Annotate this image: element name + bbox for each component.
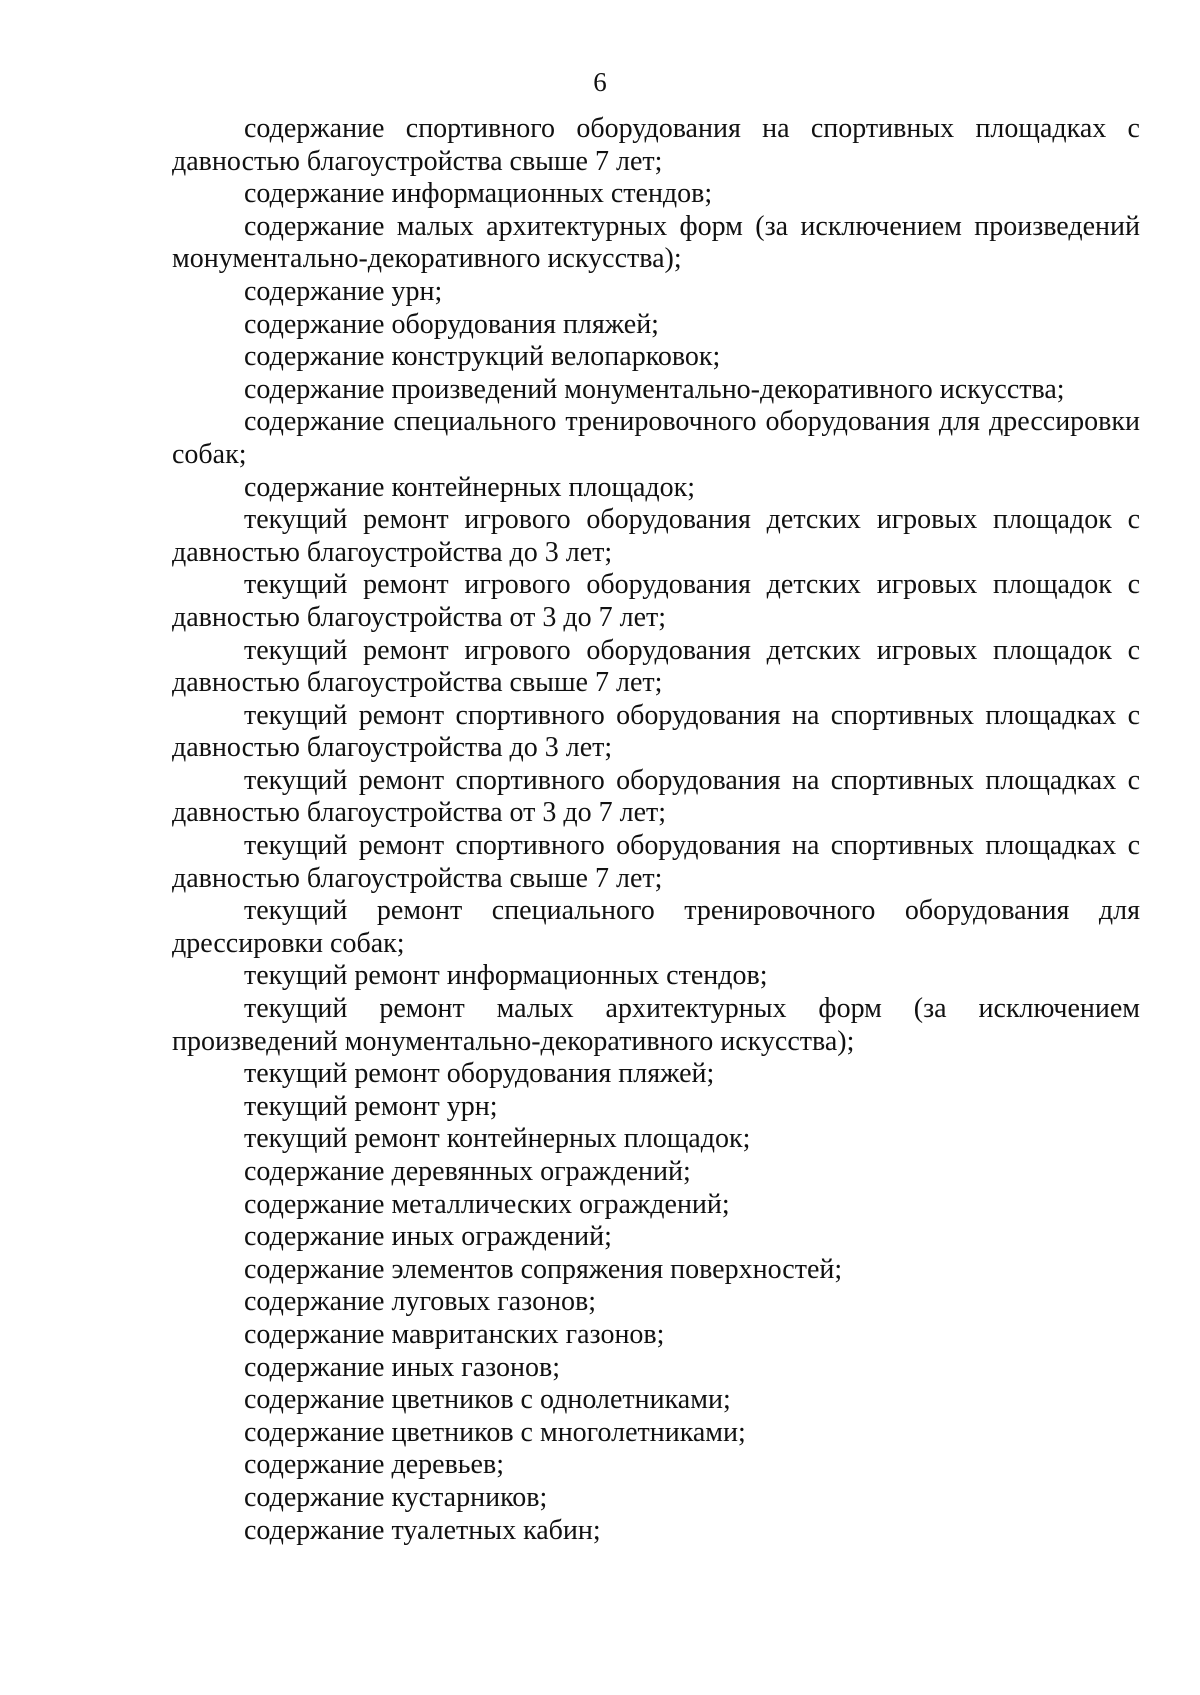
list-item: содержание элементов сопряжения поверхностей; (244, 1253, 843, 1285)
list-item: содержание цветников с многолетниками; (244, 1416, 746, 1448)
list-item: текущий ремонт игрового оборудования детских игровых площадок с давностью благоустройства свыше 7 лет; (172, 634, 1140, 699)
list-item: текущий ремонт спортивного оборудования на спортивных площадках с давностью благоустройства от 3 до 7 лет; (172, 764, 1140, 829)
list-item: содержание иных газонов; (244, 1351, 561, 1383)
list-item: текущий ремонт специального тренировочного оборудования для дрессировки собак; (172, 895, 1140, 959)
list-item: содержание произведений монументально-декоративного искусства; (244, 373, 1065, 405)
list-item: содержание урн; (244, 275, 443, 307)
list-item: содержание оборудования пляжей; (244, 308, 659, 340)
list-item: текущий ремонт информационных стендов; (244, 960, 768, 992)
list-item: содержание иных ограждений; (244, 1221, 612, 1253)
list-item: текущий ремонт спортивного оборудования на спортивных площадках с давностью благоустройства свыше 7 лет; (172, 830, 1140, 894)
list-item: содержание малых архитектурных форм (за исключением произведений монументально-декоративного искусства); (172, 210, 1140, 275)
list-item: содержание цветников с однолетниками; (244, 1384, 731, 1416)
list-item: содержание мавританских газонов; (244, 1318, 665, 1350)
list-item: текущий ремонт урн; (244, 1090, 498, 1122)
list-item: содержание конструкций велопарковок; (244, 341, 721, 373)
list-item: текущий ремонт спортивного оборудования на спортивных площадках с давностью благоустройства до 3 лет; (172, 699, 1140, 764)
list-item: содержание информационных стендов; (244, 178, 713, 210)
list-item: содержание кустарников; (244, 1481, 548, 1513)
list-item: содержание контейнерных площадок; (244, 471, 696, 503)
list-item: текущий ремонт оборудования пляжей; (244, 1058, 715, 1090)
list-item: текущий ремонт игрового оборудования детских игровых площадок с давностью благоустройства от 3 до 7 лет; (172, 569, 1140, 633)
list-item: содержание луговых газонов; (244, 1286, 597, 1318)
list-item: содержание деревьев; (244, 1449, 504, 1481)
list-item: содержание специального тренировочного оборудования для дрессировки собак; (172, 406, 1140, 470)
list-item: текущий ремонт малых архитектурных форм (за исключением произведений монументально-декоративного искусства); (172, 993, 1140, 1057)
page-number: 6 (593, 67, 607, 97)
list-item: текущий ремонт игрового оборудования детских игровых площадок с давностью благоустройства до 3 лет; (172, 504, 1140, 568)
list-item: содержание деревянных ограждений; (244, 1156, 691, 1187)
list-item: содержание металлических ограждений; (244, 1188, 730, 1220)
document-body (172, 113, 1140, 1547)
list-item: текущий ремонт контейнерных площадок; (244, 1123, 751, 1155)
list-item: содержание туалетных кабин; (244, 1514, 601, 1546)
list-item: содержание спортивного оборудования на спортивных площадках с давностью благоустройства свыше 7 лет; (172, 113, 1140, 177)
